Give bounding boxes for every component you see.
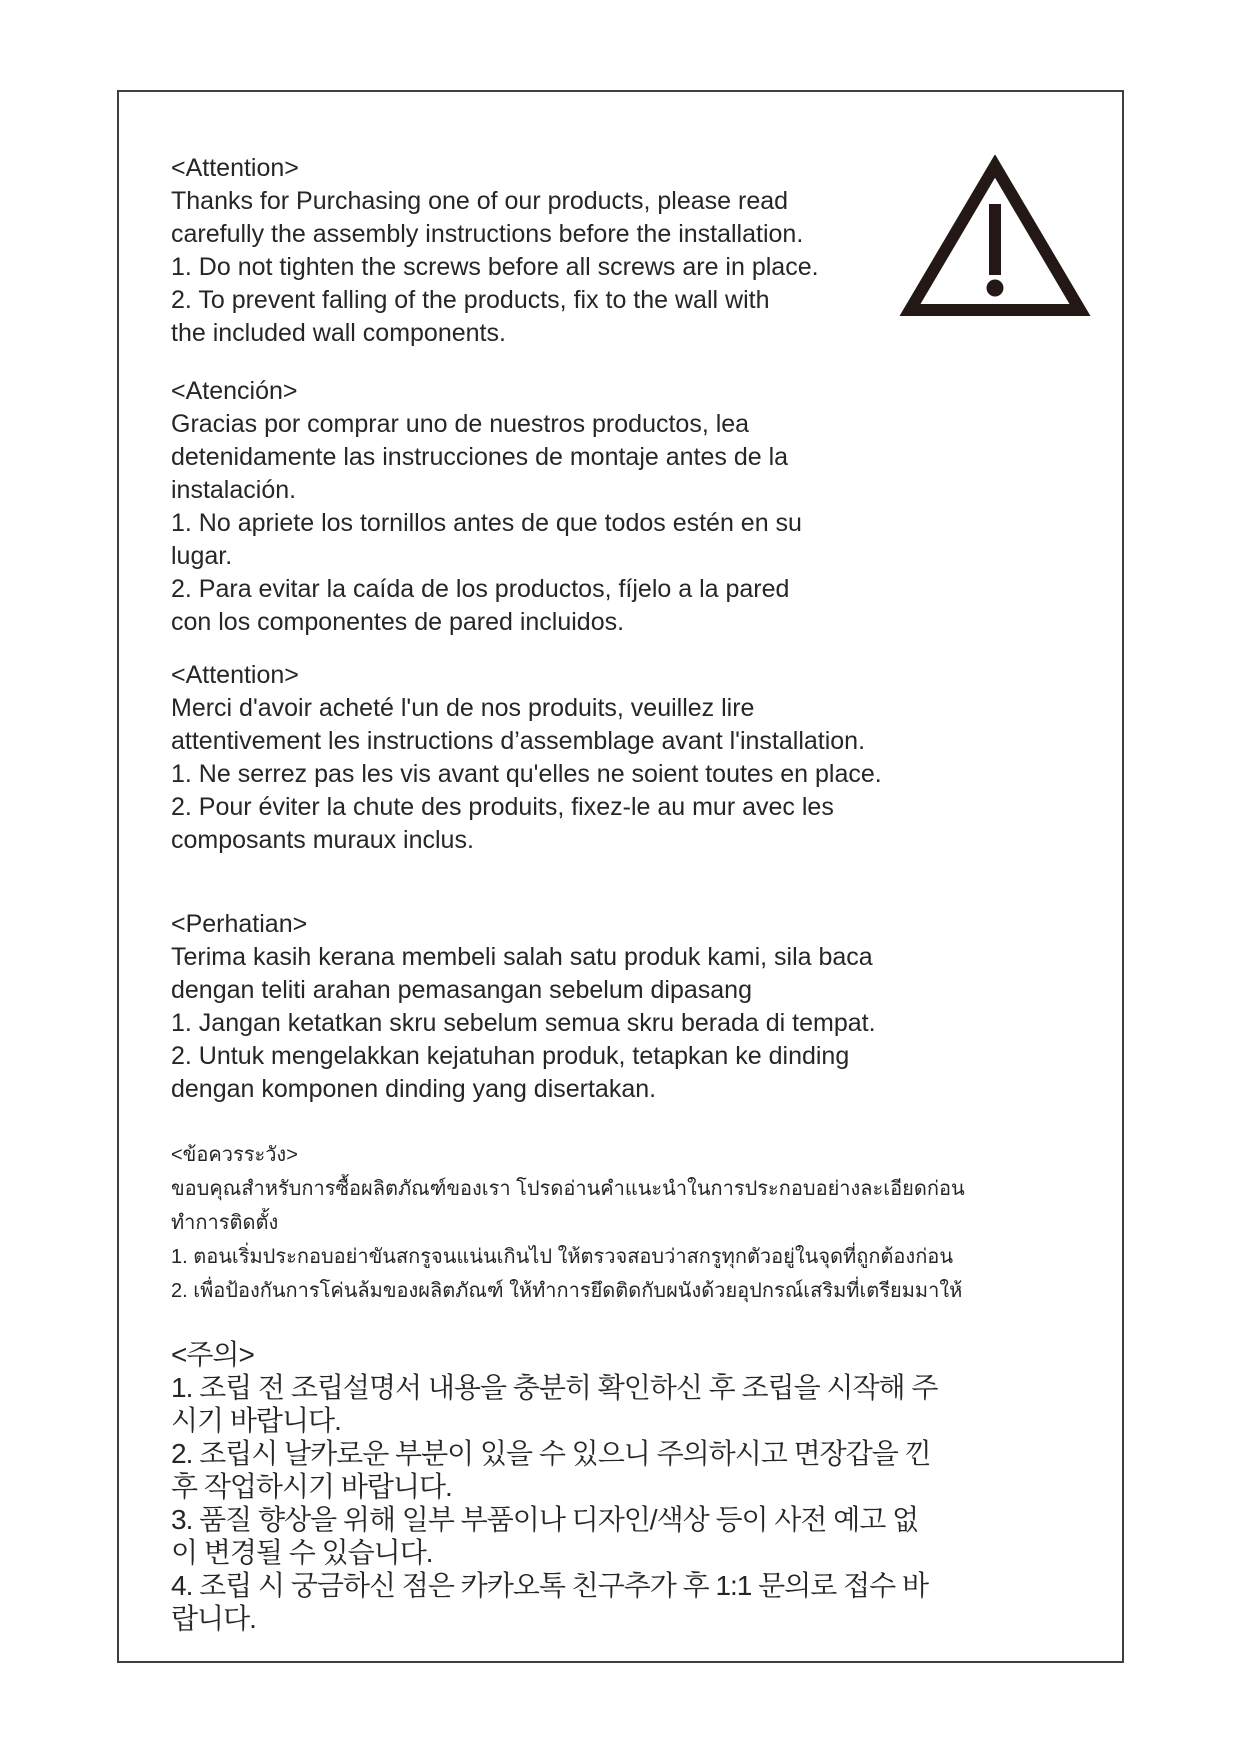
section-body-thai [171, 1172, 1102, 1308]
section-body-malay [171, 941, 1102, 1106]
text-line: instalación. [171, 476, 297, 504]
notice-section-french [171, 659, 1102, 857]
text-line: 4. 조립 시 궁금하신 점은 카카오톡 친구추가 후 1:1 문의로 접수 바 [171, 1570, 929, 1601]
section-heading-malay: <Perhatian> [171, 910, 308, 938]
text-line: 2. เพื่อป้องกันการโค่นล้มของผลิตภัณฑ์ ให้ทำการยึดติดกับผนังด้วยอุปกรณ์เสริมที่เตรียมมาให้ [171, 1280, 963, 1302]
warning-triangle-icon [899, 155, 1091, 321]
text-line: the included wall components. [171, 319, 506, 347]
text-line: composants muraux inclus. [171, 826, 474, 854]
notice-section-spanish [171, 375, 1102, 639]
text-line: Gracias por comprar uno de nuestros productos, lea [171, 410, 750, 438]
section-body-french [171, 692, 1102, 857]
notice-section-thai [171, 1138, 1102, 1308]
text-line: 1. 조립 전 조립설명서 내용을 충분히 확인하신 후 조립을 시작해 주 [171, 1372, 938, 1403]
section-body-korean [171, 1371, 1102, 1635]
section-heading-thai: <ข้อควรระวัง> [171, 1144, 298, 1166]
text-line: 2. Para evitar la caída de los productos, fíjelo a la pared [171, 575, 790, 603]
notice-section-korean [171, 1338, 1102, 1635]
text-line: 3. 품질 향상을 위해 일부 부품이나 디자인/색상 등이 사전 예고 없 [171, 1504, 919, 1535]
text-line: Thanks for Purchasing one of our products, please read [171, 187, 789, 215]
text-line: 랍니다. [171, 1603, 256, 1634]
text-line: attentivement les instructions d’assemblage avant l'installation. [171, 727, 866, 755]
text-line: dengan teliti arahan pemasangan sebelum dipasang [171, 976, 752, 1004]
section-heading-english: <Attention> [171, 154, 299, 182]
text-line: 2. 조립시 날카로운 부분이 있을 수 있으니 주의하시고 면장갑을 낀 [171, 1438, 931, 1469]
text-line: 후 작업하시기 바랍니다. [171, 1471, 452, 1502]
page-border-frame [117, 90, 1124, 1663]
text-line: 1. ตอนเริ่มประกอบอย่าขันสกรูจนแน่นเกินไป ให้ตรวจสอบว่าสกรูทุกตัวอยู่ในจุดที่ถูกต้องก่อน [171, 1246, 953, 1268]
section-heading-french: <Attention> [171, 661, 299, 689]
text-line: lugar. [171, 542, 233, 570]
text-line: 2. Pour éviter la chute des produits, fixez-le au mur avec les [171, 793, 834, 821]
text-line: Merci d'avoir acheté l'un de nos produits, veuillez lire [171, 694, 755, 722]
text-line: carefully the assembly instructions before the installation. [171, 220, 804, 248]
section-heading-spanish: <Atención> [171, 377, 298, 405]
text-line: 1. Ne serrez pas les vis avant qu'elles ne soient toutes en place. [171, 760, 882, 788]
text-line: 이 변경될 수 있습니다. [171, 1537, 433, 1568]
text-line: 2. Untuk mengelakkan kejatuhan produk, tetapkan ke dinding [171, 1042, 850, 1070]
text-line: 2. To prevent falling of the products, fix to the wall with [171, 286, 770, 314]
text-line: ขอบคุณสำหรับการซื้อผลิตภัณฑ์ของเรา โปรดอ่านคำแนะนำในการประกอบอย่างละเอียดก่อน [171, 1178, 965, 1200]
text-line: ทำการติดตั้ง [171, 1212, 279, 1234]
notice-section-malay [171, 908, 1102, 1106]
text-line: 1. No apriete los tornillos antes de que todos estén en su [171, 509, 802, 537]
text-line: Terima kasih kerana membeli salah satu produk kami, sila baca [171, 943, 873, 971]
text-line: detenidamente las instrucciones de montaje antes de la [171, 443, 789, 471]
section-heading-korean: <주의> [171, 1339, 254, 1370]
text-line: dengan komponen dinding yang disertakan. [171, 1075, 657, 1103]
section-body-spanish [171, 408, 1102, 639]
text-line: 시기 바랍니다. [171, 1405, 341, 1436]
text-line: 1. Jangan ketatkan skru sebelum semua skru berada di tempat. [171, 1009, 876, 1037]
text-line: 1. Do not tighten the screws before all screws are in place. [171, 253, 819, 281]
text-line: con los componentes de pared incluidos. [171, 608, 625, 636]
